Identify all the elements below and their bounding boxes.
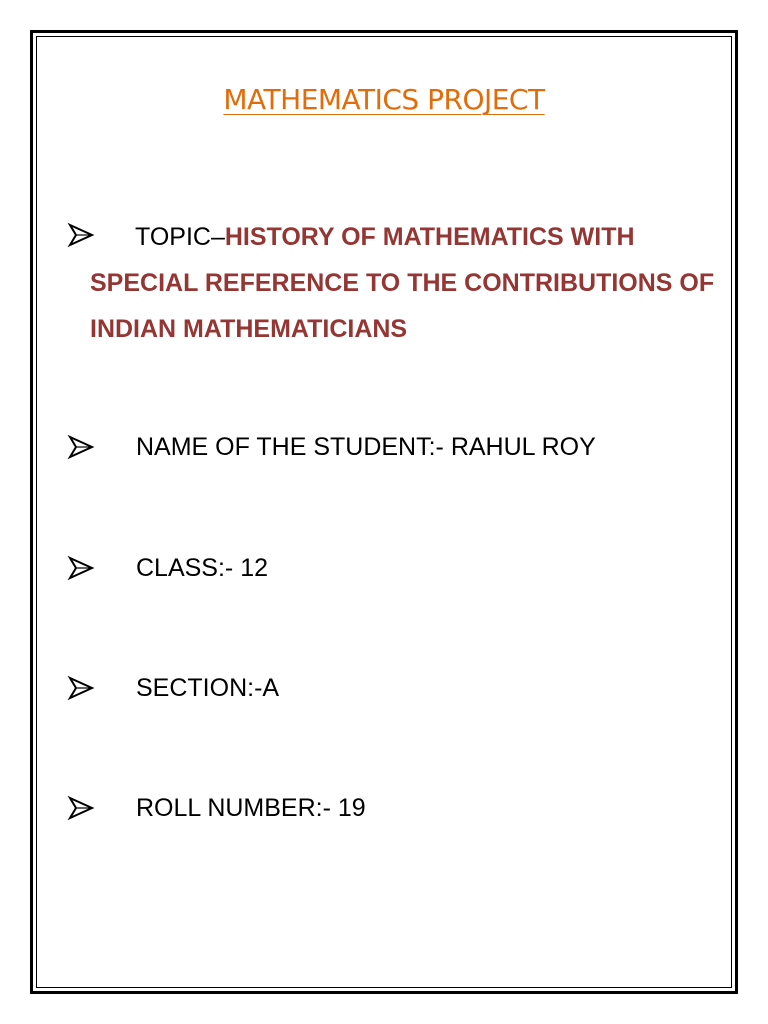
topic-block bbox=[90, 214, 720, 352]
page-title bbox=[0, 80, 768, 120]
class-item: CLASS:- 12 bbox=[136, 554, 269, 582]
arrow-bullet-icon bbox=[66, 553, 96, 583]
arrow-bullet-icon bbox=[66, 432, 96, 462]
topic-value: HISTORY OF MATHEMATICS WITH SPECIAL REFERENCE TO THE CONTRIBUTIONS OF INDIAN MATHEMATICIANS bbox=[90, 223, 715, 343]
arrow-bullet-icon bbox=[66, 793, 96, 823]
page-title-text: MATHEMATICS PROJECT bbox=[223, 83, 545, 116]
arrow-bullet-icon bbox=[66, 673, 96, 703]
roll-number-item: ROLL NUMBER:- 19 bbox=[136, 794, 366, 822]
section-item: SECTION:-A bbox=[136, 674, 280, 702]
topic-label: TOPIC– bbox=[135, 223, 225, 251]
page-border-inner bbox=[36, 36, 732, 988]
student-name-item: NAME OF THE STUDENT:- RAHUL ROY bbox=[136, 433, 596, 461]
